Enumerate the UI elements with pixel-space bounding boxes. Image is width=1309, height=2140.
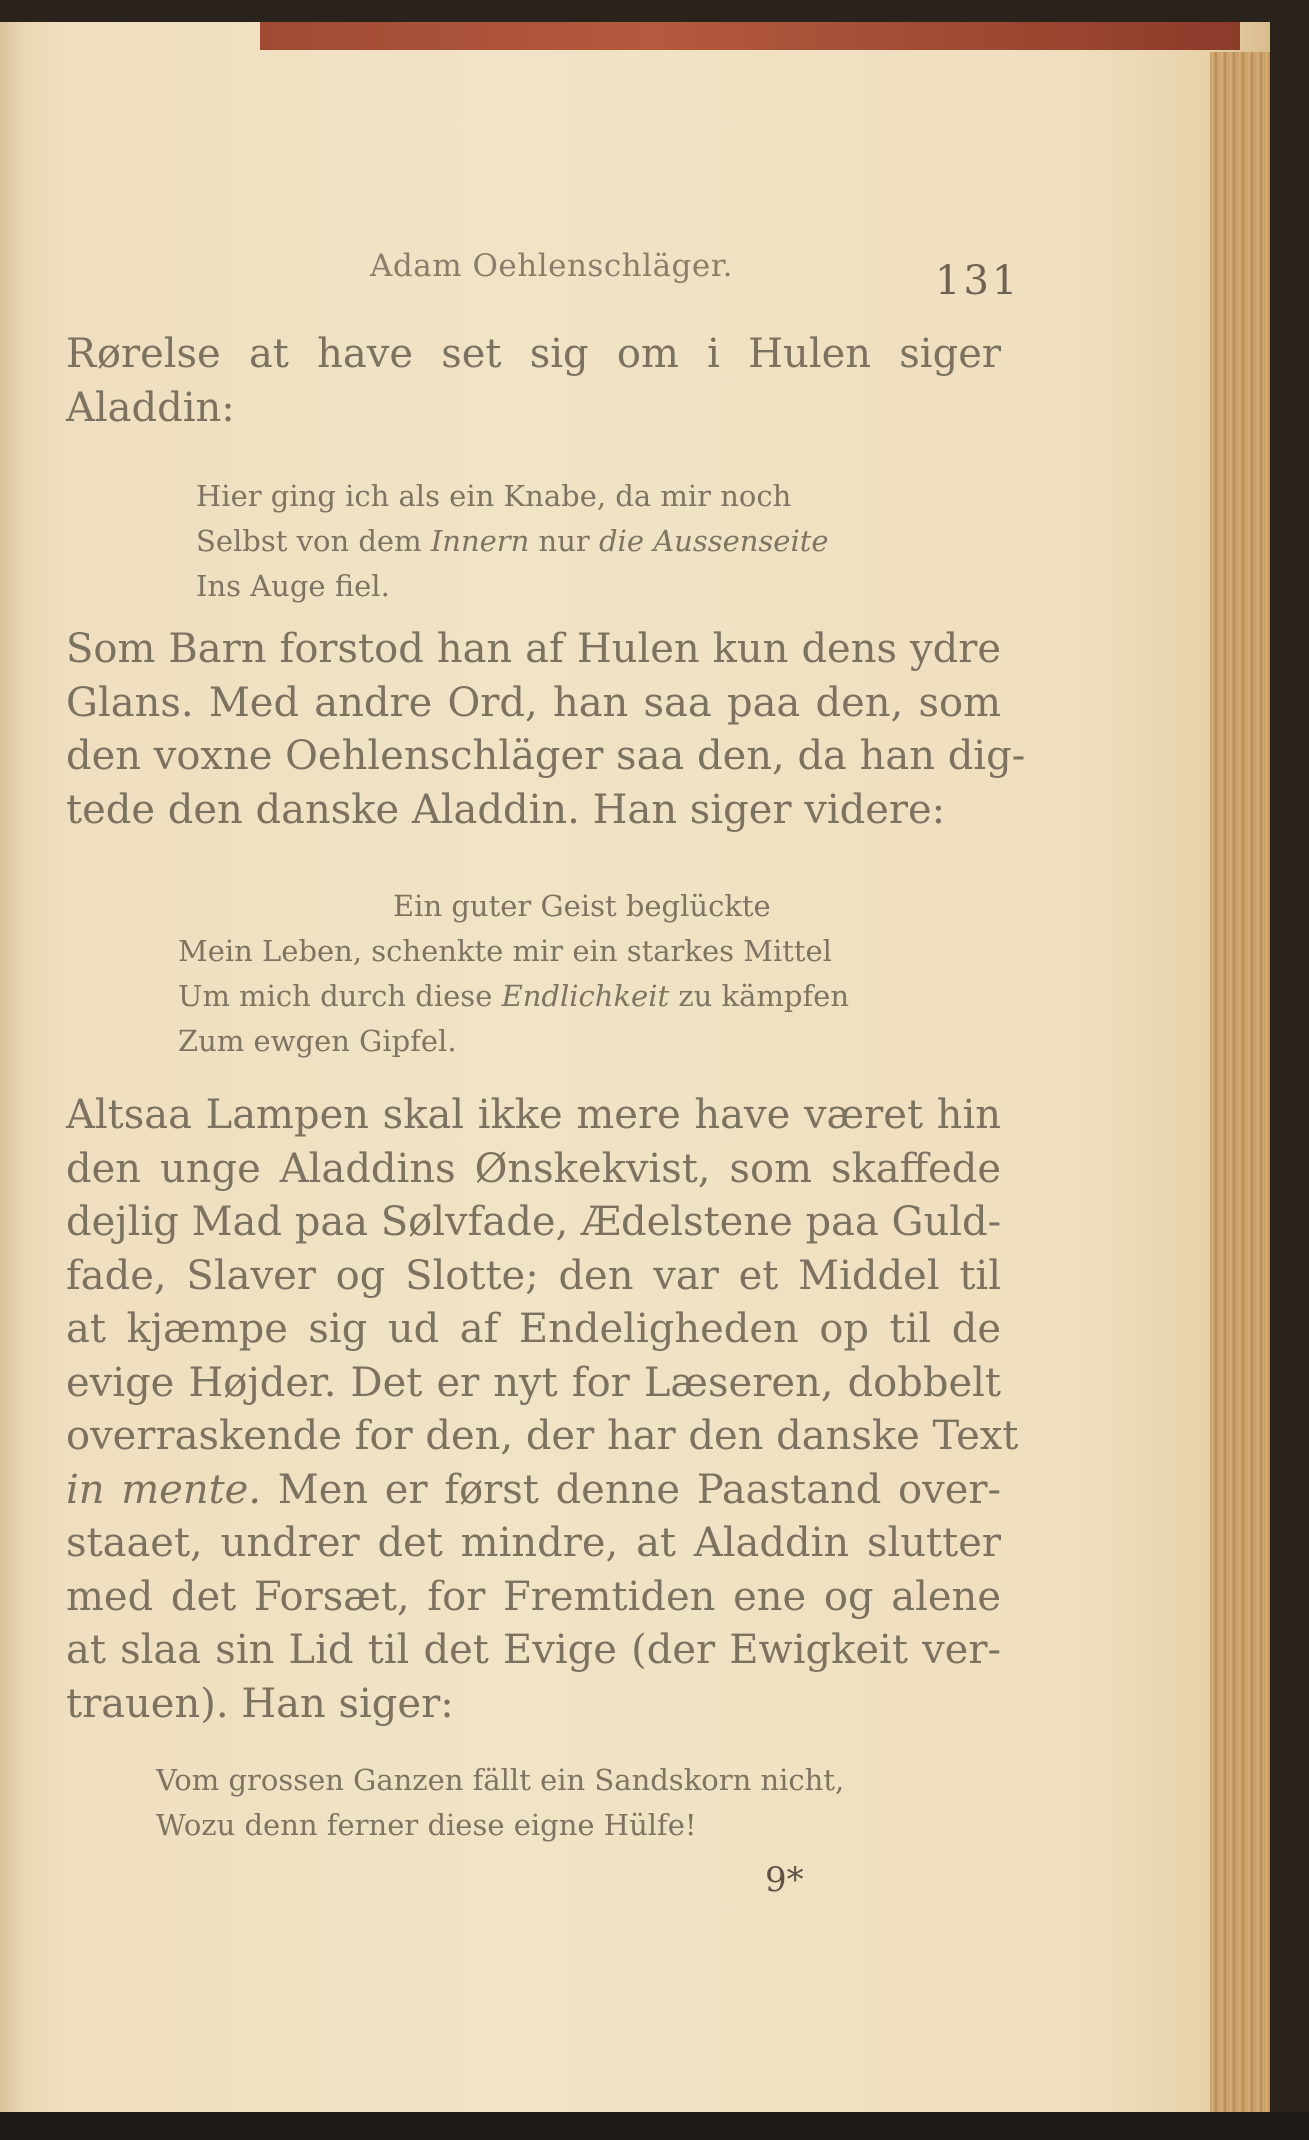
paragraph-3 [66, 1089, 1019, 1731]
verse-line: Vom grossen Ganzen fällt ein Sandskorn nicht, [156, 1763, 845, 1797]
text-line: dejlig Mad paa Sølvfade, Ædelstene paa Guld- [66, 1199, 1002, 1245]
quote-3 [156, 1758, 844, 1848]
verse-line: Selbst von dem Innern nur die Aussenseite [196, 524, 829, 558]
book-page [0, 22, 1270, 2127]
text-line: at kjæmpe sig ud af Endeligheden op til de [66, 1306, 1001, 1352]
text-line: trauen). Han siger: [66, 1680, 454, 1727]
text-line: Altsaa Lampen skal ikke mere have været hin [66, 1092, 1001, 1138]
page-edges [1210, 52, 1270, 2127]
text-line: med det Forsæt, for Fremtiden ene og alene [66, 1573, 1001, 1620]
bottom-band [0, 2112, 1309, 2140]
text-line: den unge Aladdins Ønskekvist, som skaffede [66, 1145, 1001, 1192]
signature-mark: 9* [765, 1860, 804, 1900]
quote-2 [178, 884, 849, 1064]
verse-line: Mein Leben, schenkte mir ein starkes Mittel [178, 934, 832, 968]
text-line: tede den danske Aladdin. Han siger videre: [66, 786, 946, 833]
text-line: in mente. Men er først denne Paastand over- [66, 1466, 1002, 1513]
verse-line: Wozu denn ferner diese eigne Hülfe! [156, 1808, 697, 1842]
italic-phrase: in mente. [66, 1466, 262, 1513]
text-line: Aladdin: [66, 384, 235, 431]
verse-line: Um mich durch diese Endlichkeit zu kämpfen [178, 979, 850, 1013]
text-line: Som Barn forstod han af Hulen kun dens ydre [66, 626, 1001, 672]
text-line: at slaa sin Lid til det Evige (der Ewigkeit ver- [66, 1627, 1001, 1673]
paragraph-2 [66, 623, 1026, 837]
binding-strip [260, 22, 1240, 50]
running-head: Adam Oehlenschläger. [370, 248, 734, 284]
text-line: Glans. Med andre Ord, han saa paa den, som [66, 679, 1001, 726]
text-line: den voxne Oehlenschläger saa den, da han dig- [66, 733, 1026, 779]
text-line: fade, Slaver og Slotte; den var et Middel til [66, 1252, 1001, 1299]
text-line: Rørelse at have set sig om i Hulen siger [66, 331, 1001, 377]
text-line: overraskende for den, der har den danske Text [66, 1413, 1019, 1459]
verse-line: Hier ging ich als ein Knabe, da mir noch [196, 479, 792, 513]
verse-line: Ein guter Geist beglückte [393, 889, 771, 923]
page-number: 131 [935, 258, 1021, 304]
verse-line: Zum ewgen Gipfel. [178, 1024, 457, 1058]
text-line: evige Højder. Det er nyt for Læseren, dobbelt [66, 1359, 1001, 1406]
quote-1 [196, 474, 829, 609]
paragraph-1 [66, 328, 1001, 435]
text-line: staaet, undrer det mindre, at Aladdin slutter [66, 1520, 1001, 1566]
verse-line: Ins Auge fiel. [196, 569, 390, 603]
spine-shadow [0, 22, 25, 2127]
